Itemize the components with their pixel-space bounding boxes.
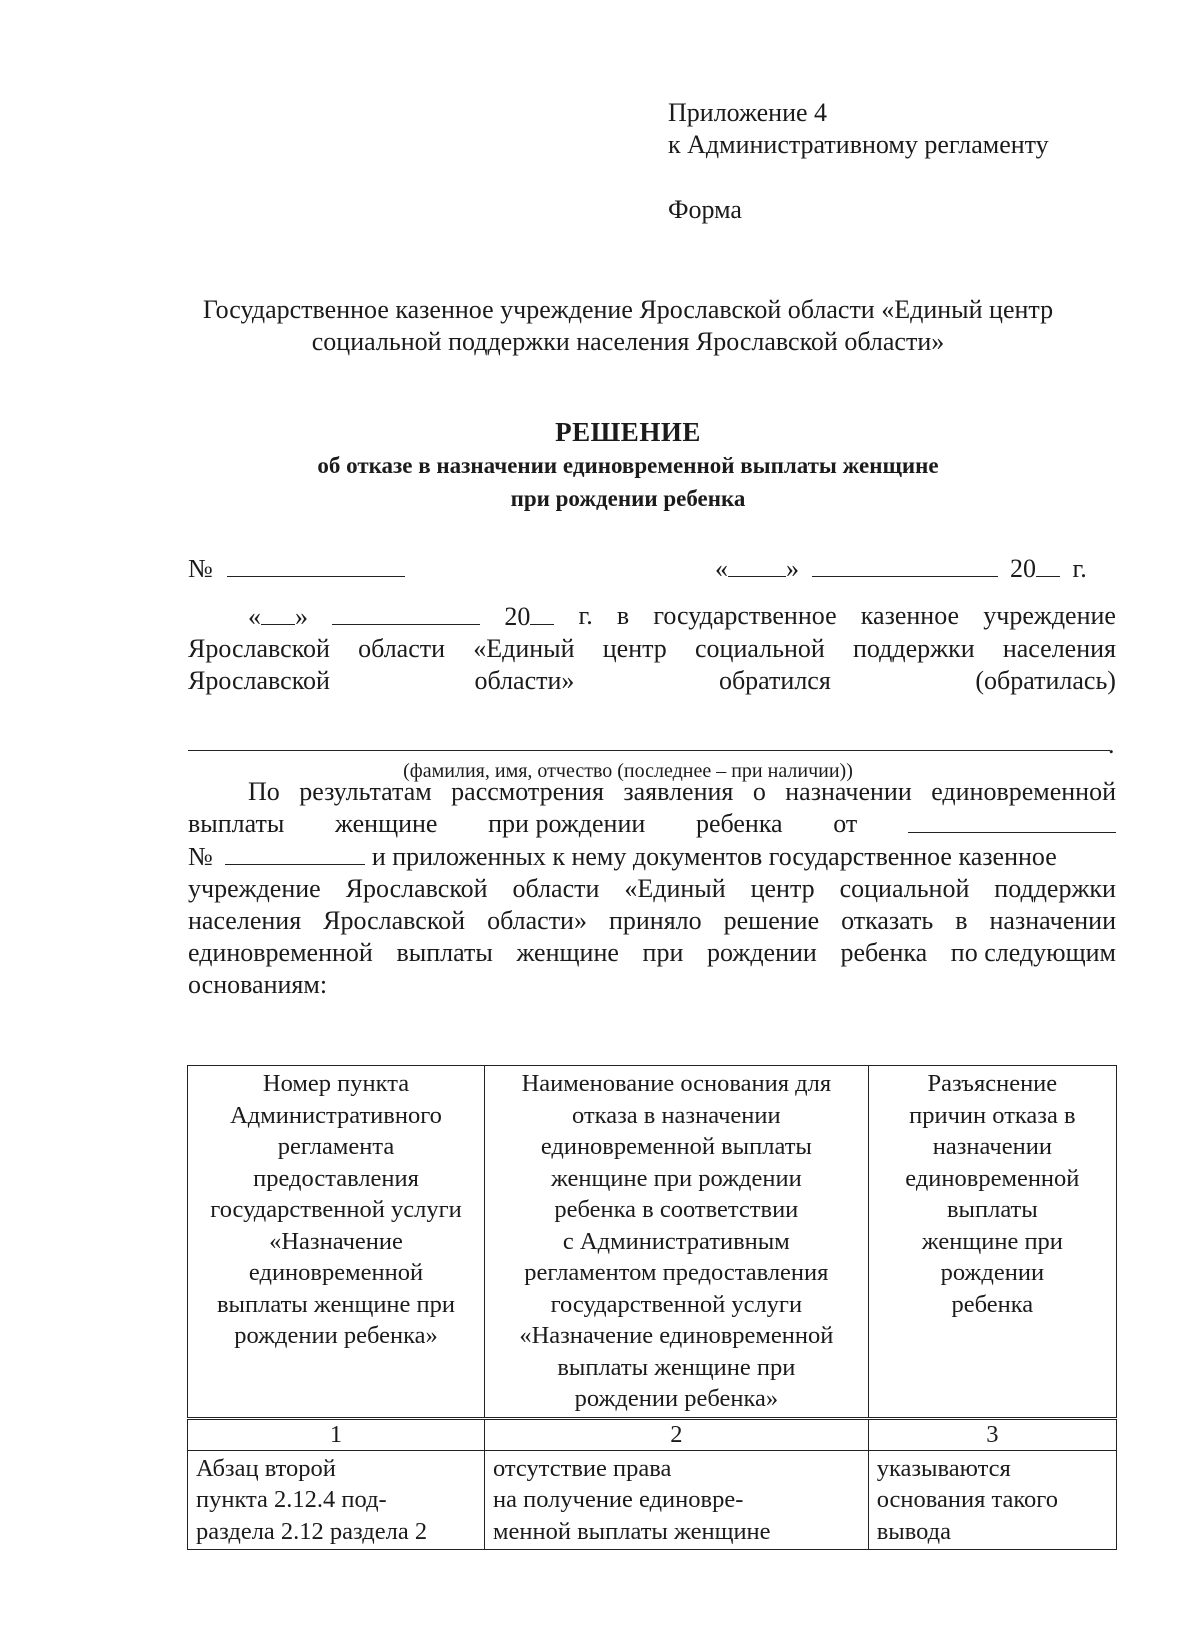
row-cell-explanation: указываются основания такого вывода	[868, 1450, 1116, 1550]
form-label: Форма	[668, 195, 742, 224]
appendix-header	[668, 97, 1049, 161]
para1-line-2: Ярославской области «Единый центр социальной поддержки населения	[188, 634, 1116, 663]
organization-line-1: Государственное казенное учреждение Ярославской области «Единый центр	[202, 295, 1054, 324]
applicant-name-line[interactable]	[188, 750, 1110, 751]
decision-paragraph	[188, 776, 1116, 1001]
para2-line-6: единовременной выплаты женщине при рождении ребенка по следующим	[188, 938, 1116, 967]
para2-line-2: выплаты женщине при рождении ребенка от	[188, 808, 1116, 840]
number-blank[interactable]	[227, 552, 405, 577]
para2-line-3: № и приложенных к нему документов государственное казенное	[188, 842, 1057, 871]
title-sub-1: об отказе в назначении единовременной выплаты женщине	[317, 453, 939, 478]
number-sign: №	[188, 554, 213, 583]
header-cell-refusal-ground: Наименование основания для отказа в назначении единовременной выплаты женщине при рождении ребенка в соответствии с Административным регламентом предоставления государственной услуги «Назначение единовременной выплаты женщине при рождении ребенка»	[485, 1066, 869, 1419]
day-blank[interactable]	[728, 552, 786, 577]
document-title	[150, 415, 1106, 515]
column-number-1: 1	[188, 1418, 485, 1450]
para2-line-7: основаниям:	[188, 970, 328, 999]
para1-line-3: Ярославской области» обратился (обратилась)	[188, 666, 1116, 695]
table-number-row	[188, 1418, 1117, 1450]
title-sub-2: при рождении ребенка	[510, 486, 746, 511]
column-number-2: 2	[485, 1418, 869, 1450]
application-number-blank[interactable]	[225, 840, 365, 865]
refusal-grounds-table	[187, 1065, 1117, 1550]
para2-line-4: учреждение Ярославской области «Единый центр социальной поддержки	[188, 874, 1116, 903]
table-row	[188, 1450, 1117, 1550]
application-year-blank[interactable]	[530, 600, 554, 625]
column-number-3: 3	[868, 1418, 1116, 1450]
title-main: РЕШЕНИЕ	[555, 417, 701, 447]
application-date-blank[interactable]	[908, 808, 1116, 833]
header-cell-explanation: Разъяснение причин отказа в назначении единовременной выплаты женщине при рождении ребенка	[868, 1066, 1116, 1419]
table-header-row	[188, 1066, 1117, 1419]
application-month-blank[interactable]	[332, 600, 480, 625]
para2-line-1: По результатам рассмотрения заявления о назначении единовременной	[248, 777, 1116, 806]
decision-number	[188, 552, 405, 585]
row-cell-ground: отсутствие права на получение единовре- менной выплаты женщине	[485, 1450, 869, 1550]
appendix-regulation-ref: к Административному регламенту	[668, 130, 1049, 159]
application-day-blank[interactable]	[261, 600, 295, 625]
year-blank[interactable]	[1036, 552, 1060, 577]
month-blank[interactable]	[812, 552, 998, 577]
organization-line-2: социальной поддержки населения Ярославской области»	[311, 327, 945, 356]
application-paragraph	[188, 600, 1116, 697]
para2-line-5: населения Ярославской области» приняло решение отказать в назначении	[188, 906, 1116, 935]
decision-date: « » 20 г.	[715, 554, 1087, 583]
para1-line-1: « » 20 г. в государственное казенное учреждение	[248, 601, 1116, 631]
applicant-name-caption: (фамилия, имя, отчество (последнее – при наличии))	[403, 760, 853, 782]
appendix-number: Приложение 4	[668, 98, 828, 127]
organization-name	[150, 294, 1106, 358]
header-cell-regulation-clause: Номер пункта Административного регламента предоставления государственной услуги «Назначение единовременной выплаты женщине при рождении ребенка»	[188, 1066, 485, 1419]
row-cell-clause: Абзац второй пункта 2.12.4 под- раздела 2.12 раздела 2	[188, 1450, 485, 1550]
